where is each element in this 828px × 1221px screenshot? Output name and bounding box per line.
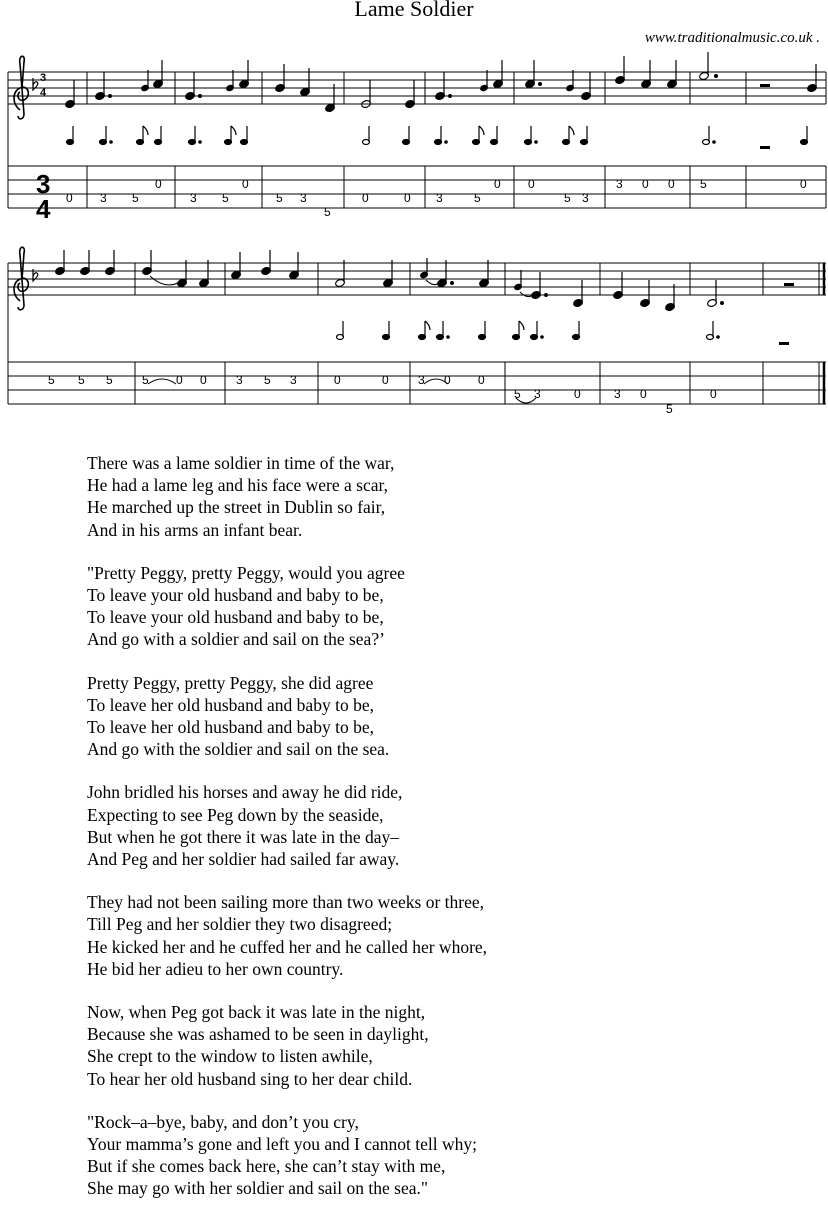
tab-fret: 0 <box>668 177 675 191</box>
tab-fret: 5 <box>324 205 331 219</box>
time-sig-top: 3 <box>40 72 47 84</box>
tab-fret: 0 <box>528 177 535 191</box>
tab-fret: 5 <box>276 191 283 205</box>
stanza-7 <box>87 1111 787 1200</box>
tab-fret: 5 <box>142 373 149 387</box>
tab-fret: 5 <box>666 402 673 416</box>
lyric-line: She crept to the window to listen awhile, <box>87 1046 373 1067</box>
tab-fret: 5 <box>474 191 481 205</box>
lyric-line: They had not been sailing more than two weeks or three, <box>87 892 485 913</box>
page-title: Lame Soldier <box>354 0 474 21</box>
tab-fret: 0 <box>66 191 73 205</box>
tab-fret: 5 <box>700 177 707 191</box>
lyric-line: And go with the soldier and sail on the sea. <box>87 739 390 760</box>
tab-fret: 0 <box>200 373 207 387</box>
tab-fret: 3 <box>418 373 425 387</box>
tab-fret: 0 <box>362 191 369 205</box>
tab-fret: 0 <box>640 387 647 401</box>
tab-fret: 3 <box>300 191 307 205</box>
tab-fret: 0 <box>478 373 485 387</box>
tab-fret: 0 <box>382 373 389 387</box>
tab-fret: 3 <box>290 373 297 387</box>
stanza-4 <box>87 781 787 870</box>
lyric-line: To leave her old husband and baby to be, <box>87 717 374 738</box>
lyric-line: Because she was ashamed to be seen in daylight, <box>87 1024 429 1045</box>
sheet-music <box>0 0 828 420</box>
lyric-line: Your mamma’s gone and left you and I cannot tell why; <box>87 1134 477 1155</box>
tab-fret: 5 <box>514 387 521 401</box>
lyrics <box>87 452 787 1221</box>
tab-fret: 3 <box>190 191 197 205</box>
stanza-5 <box>87 891 787 980</box>
tab-fret: 3 <box>582 191 589 205</box>
tab-fret: 5 <box>78 373 85 387</box>
tab-fret: 5 <box>264 373 271 387</box>
stanza-3 <box>87 672 787 761</box>
lyric-line: He had a lame leg and his face were a scar, <box>87 475 389 496</box>
tab-fret: 5 <box>222 191 229 205</box>
tab-fret: 5 <box>564 191 571 205</box>
lyric-line: To leave her old husband and baby to be, <box>87 694 374 715</box>
lyric-line: There was a lame soldier in time of the war, <box>87 453 395 473</box>
tab-fret: 3 <box>236 373 243 387</box>
tab-fret: 0 <box>494 177 501 191</box>
lyric-line: And in his arms an infant bear. <box>87 519 303 540</box>
lyric-line: "Rock–a–bye, baby, and don’t you cry, <box>87 1111 359 1132</box>
tab-fret: 0 <box>444 373 451 387</box>
tab-time-bottom: 4 <box>36 194 51 224</box>
lyric-line: "Pretty Peggy, pretty Peggy, would you agree <box>87 562 405 583</box>
lyric-line: And Peg and her soldier had sailed far away. <box>87 849 400 870</box>
tab-time-top: 3 <box>36 169 51 199</box>
tab-fret: 3 <box>436 191 443 205</box>
lyric-line: To leave your old husband and baby to be, <box>87 585 384 606</box>
lyric-line: Expecting to see Peg down by the seaside, <box>87 804 384 825</box>
tab-fret: 0 <box>642 177 649 191</box>
tab-fret: 0 <box>574 387 581 401</box>
staff-system-2 <box>8 247 826 416</box>
lyric-line: He kicked her and he cuffed her and he called her whore, <box>87 936 488 957</box>
tab-fret: 0 <box>242 177 249 191</box>
tab-fret: 5 <box>48 373 55 387</box>
tab-fret: 0 <box>334 373 341 387</box>
tab-fret: 0 <box>404 191 411 205</box>
lyric-line: To hear her old husband sing to her dear child. <box>87 1068 413 1089</box>
tab-fret: 3 <box>534 387 541 401</box>
lyric-line: But if she comes back here, she can’t stay with me, <box>87 1156 446 1177</box>
tab-fret: 0 <box>800 177 807 191</box>
tab-fret: 3 <box>614 387 621 401</box>
time-sig-bottom: 4 <box>40 87 47 99</box>
lyric-line: She may go with her soldier and sail on the sea." <box>87 1178 429 1199</box>
stanza-1 <box>87 452 787 541</box>
lyric-line: John bridled his horses and away he did ride, <box>87 782 403 803</box>
lyric-line: Now, when Peg got back it was late in the night, <box>87 1002 426 1023</box>
tab-fret: 0 <box>176 373 183 387</box>
lyric-line: And go with a soldier and sail on the sea?’ <box>87 629 385 650</box>
tab-fret: 0 <box>155 177 162 191</box>
stanza-6 <box>87 1001 787 1090</box>
lyric-line: To leave your old husband and baby to be, <box>87 607 384 628</box>
website-credit: www.traditionalmusic.co.uk . <box>644 30 820 46</box>
tab-fret: 3 <box>616 177 623 191</box>
lyric-line: Pretty Peggy, pretty Peggy, she did agree <box>87 672 374 693</box>
tab-fret: 0 <box>710 387 717 401</box>
tab-fret: 5 <box>132 191 139 205</box>
tab-fret: 3 <box>100 191 107 205</box>
tab-fret: 5 <box>106 373 113 387</box>
lyric-line: He marched up the street in Dublin so fair, <box>87 497 386 518</box>
staff-system-1 <box>8 52 826 224</box>
stanza-2 <box>87 562 787 651</box>
lyric-line: Till Peg and her soldier they two disagreed; <box>87 914 393 935</box>
lyric-line: He bid her adieu to her own country. <box>87 958 344 979</box>
lyric-line: But when he got there it was late in the day– <box>87 826 400 847</box>
